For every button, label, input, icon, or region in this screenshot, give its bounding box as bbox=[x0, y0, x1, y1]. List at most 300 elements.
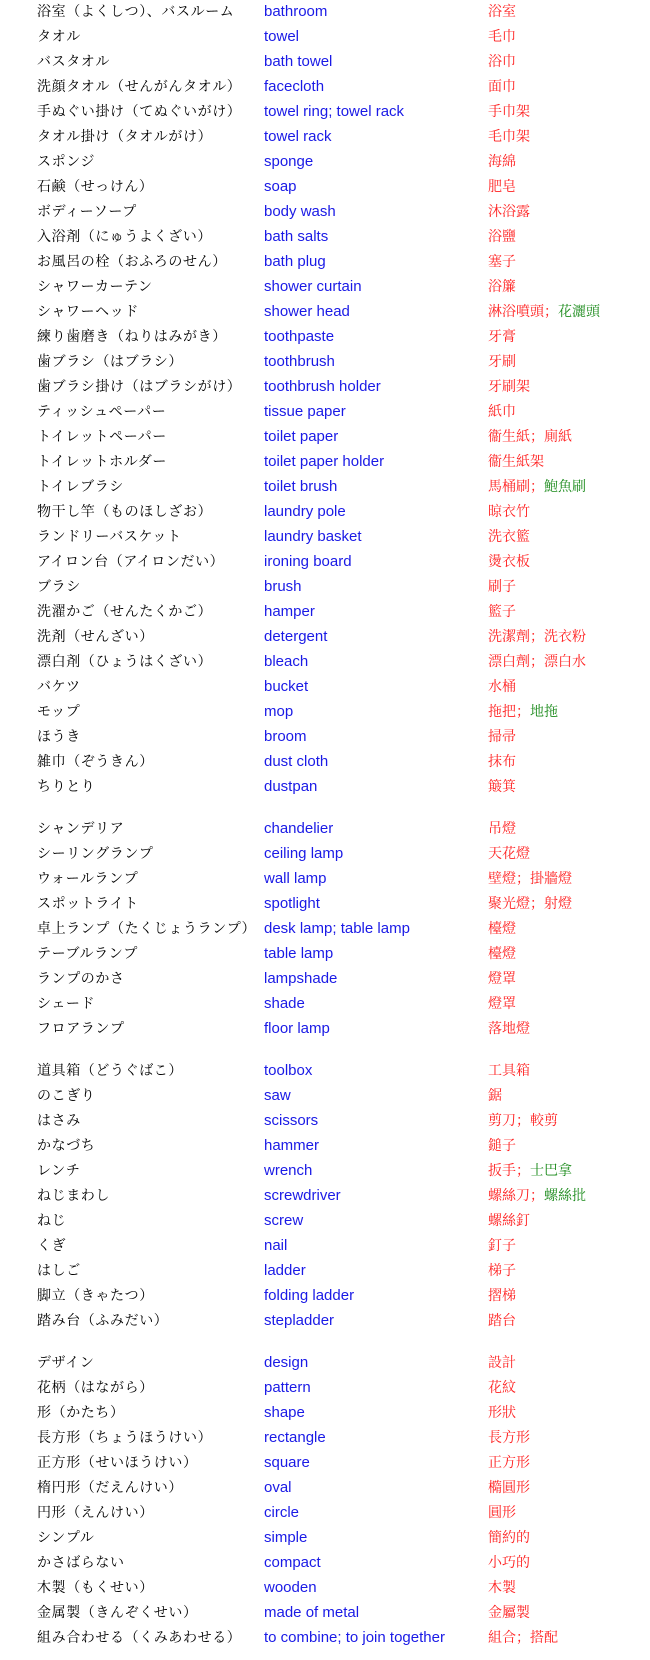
chinese-term bbox=[488, 1353, 516, 1373]
japanese-term: 歯ブラシ掛け（はブラシがけ） bbox=[37, 379, 242, 395]
japanese-term: のこぎり bbox=[37, 1088, 96, 1104]
chinese-term bbox=[488, 777, 516, 797]
english-term: design bbox=[264, 1354, 309, 1371]
vocab-row bbox=[0, 1259, 650, 1284]
vocab-row bbox=[0, 1159, 650, 1184]
japanese-term: ねじ bbox=[37, 1213, 67, 1229]
vocab-row bbox=[0, 450, 650, 475]
chinese-term-primary: 牙刷架 bbox=[488, 379, 530, 395]
english-term: wooden bbox=[264, 1579, 317, 1596]
english-term: sponge bbox=[264, 153, 314, 170]
japanese-term: フロアランプ bbox=[37, 1021, 125, 1037]
vocab-row bbox=[0, 25, 650, 50]
japanese-term: ランドリーバスケット bbox=[37, 529, 182, 545]
chinese-term bbox=[488, 252, 516, 272]
chinese-term-primary: 長方形 bbox=[488, 1430, 530, 1446]
vocab-row bbox=[0, 425, 650, 450]
chinese-term bbox=[488, 152, 516, 172]
vocab-row bbox=[0, 1601, 650, 1626]
japanese-term: 木製（もくせい） bbox=[37, 1580, 154, 1596]
japanese-term: 正方形（せいほうけい） bbox=[37, 1455, 198, 1471]
chinese-term-primary: 花紋 bbox=[488, 1380, 516, 1396]
english-term: screwdriver bbox=[264, 1187, 341, 1204]
vocab-row bbox=[0, 575, 650, 600]
chinese-term-primary: 正方形 bbox=[488, 1455, 530, 1471]
vocab-row bbox=[0, 917, 650, 942]
chinese-term-primary: 衞生紙；廁紙 bbox=[488, 429, 572, 445]
japanese-term: 卓上ランプ（たくじょうランプ） bbox=[37, 921, 257, 937]
vocab-row bbox=[0, 1284, 650, 1309]
vocab-row bbox=[0, 50, 650, 75]
chinese-term-primary: 鋸 bbox=[488, 1088, 502, 1104]
japanese-term: 金属製（きんぞくせい） bbox=[37, 1605, 198, 1621]
japanese-term: バケツ bbox=[37, 679, 81, 695]
english-term: soap bbox=[264, 178, 297, 195]
english-term: hammer bbox=[264, 1137, 320, 1154]
english-term: square bbox=[264, 1454, 310, 1471]
japanese-term: シェード bbox=[37, 996, 96, 1012]
chinese-term-primary: 塞子 bbox=[488, 254, 516, 270]
chinese-term bbox=[488, 1086, 502, 1106]
english-term: lampshade bbox=[264, 970, 338, 987]
chinese-term-primary: 檯燈 bbox=[488, 946, 516, 962]
vocab-row bbox=[0, 1134, 650, 1159]
chinese-term-primary: 刷子 bbox=[488, 579, 516, 595]
vocab-row bbox=[0, 842, 650, 867]
english-term: toolbox bbox=[264, 1062, 313, 1079]
japanese-term: シャワーカーテン bbox=[37, 279, 153, 295]
vocab-row bbox=[0, 867, 650, 892]
japanese-term: 漂白剤（ひょうはくざい） bbox=[37, 654, 213, 670]
chinese-term-primary: 檯燈 bbox=[488, 921, 516, 937]
chinese-term bbox=[488, 1428, 530, 1448]
chinese-term-primary: 設計 bbox=[488, 1355, 516, 1371]
chinese-term-primary: 漂白劑；漂白水 bbox=[488, 654, 586, 670]
vocab-row bbox=[0, 175, 650, 200]
english-term: laundry basket bbox=[264, 528, 362, 545]
group-spacer bbox=[0, 800, 650, 817]
english-term: circle bbox=[264, 1504, 300, 1521]
chinese-term-primary: 釘子 bbox=[488, 1238, 516, 1254]
chinese-term bbox=[488, 402, 516, 422]
japanese-term: ティッシュペーパー bbox=[37, 404, 167, 420]
japanese-term: ちりとり bbox=[37, 779, 96, 795]
chinese-term-primary: 晾衣竹 bbox=[488, 504, 530, 520]
japanese-term: ウォールランプ bbox=[37, 871, 139, 887]
vocab-row bbox=[0, 600, 650, 625]
chinese-term-primary: 浴室 bbox=[488, 4, 516, 20]
japanese-term: 石鹸（せっけん） bbox=[37, 179, 154, 195]
chinese-term bbox=[488, 177, 516, 197]
chinese-term bbox=[488, 919, 516, 939]
chinese-term-primary: 浴簾 bbox=[488, 279, 516, 295]
chinese-term-primary: 浴鹽 bbox=[488, 229, 516, 245]
chinese-term-primary: 毛巾架 bbox=[488, 129, 530, 145]
vocab-row bbox=[0, 992, 650, 1017]
vocab-row bbox=[0, 1059, 650, 1084]
chinese-term-primary: 落地燈 bbox=[488, 1021, 530, 1037]
vocab-row bbox=[0, 1476, 650, 1501]
chinese-term bbox=[488, 819, 516, 839]
english-term: bucket bbox=[264, 678, 309, 695]
japanese-term: シーリングランプ bbox=[37, 846, 154, 862]
chinese-term-primary: 手巾架 bbox=[488, 104, 530, 120]
group-spacer bbox=[0, 1334, 650, 1351]
chinese-term bbox=[488, 477, 586, 497]
chinese-term bbox=[488, 894, 572, 914]
english-term: shower head bbox=[264, 303, 350, 320]
english-term: pattern bbox=[264, 1379, 311, 1396]
english-term: tissue paper bbox=[264, 403, 346, 420]
vocab-row bbox=[0, 325, 650, 350]
chinese-term bbox=[488, 377, 530, 397]
chinese-term bbox=[488, 2, 516, 22]
chinese-term-primary: 天花燈 bbox=[488, 846, 530, 862]
chinese-term bbox=[488, 1236, 516, 1256]
chinese-term-primary: 簸箕 bbox=[488, 779, 516, 795]
vocab-row bbox=[0, 550, 650, 575]
japanese-term: 楕円形（だえんけい） bbox=[37, 1480, 183, 1496]
vocab-row bbox=[0, 725, 650, 750]
chinese-term bbox=[488, 1061, 530, 1081]
chinese-term bbox=[488, 52, 516, 72]
chinese-term-primary: 簡約的 bbox=[488, 1530, 530, 1546]
english-term: bathroom bbox=[264, 3, 328, 20]
vocab-row bbox=[0, 1526, 650, 1551]
chinese-term bbox=[488, 1186, 586, 1206]
chinese-term bbox=[488, 502, 530, 522]
english-term: bath plug bbox=[264, 253, 326, 270]
vocab-group bbox=[0, 817, 650, 1042]
english-term: toothbrush holder bbox=[264, 378, 381, 395]
chinese-term-primary: 沐浴露 bbox=[488, 204, 530, 220]
japanese-term: ねじまわし bbox=[37, 1188, 110, 1204]
vocab-row bbox=[0, 1501, 650, 1526]
chinese-term-primary: 梯子 bbox=[488, 1263, 516, 1279]
chinese-term-colloquial: 花灑頭 bbox=[558, 304, 600, 320]
japanese-term: テーブルランプ bbox=[37, 946, 138, 962]
japanese-term: タオル掛け（タオルがけ） bbox=[37, 129, 213, 145]
chinese-term bbox=[488, 1261, 516, 1281]
japanese-term: かなづち bbox=[37, 1138, 96, 1154]
english-term: shape bbox=[264, 1404, 305, 1421]
japanese-term: くぎ bbox=[37, 1238, 67, 1254]
chinese-term-primary: 形狀 bbox=[488, 1405, 516, 1421]
vocab-row bbox=[0, 375, 650, 400]
japanese-term: トイレットペーパー bbox=[37, 429, 167, 445]
english-term: spotlight bbox=[264, 895, 320, 912]
vocab-row bbox=[0, 817, 650, 842]
chinese-term-primary: 螺絲刀； bbox=[488, 1188, 544, 1204]
chinese-term bbox=[488, 577, 516, 597]
japanese-term: 長方形（ちょうほうけい） bbox=[37, 1430, 213, 1446]
vocab-row bbox=[0, 1084, 650, 1109]
english-term: body wash bbox=[264, 203, 336, 220]
chinese-term-primary: 海綿 bbox=[488, 154, 516, 170]
japanese-term: 脚立（きゃたつ） bbox=[37, 1288, 154, 1304]
japanese-term: 組み合わせる（くみあわせる） bbox=[37, 1630, 242, 1646]
vocab-row bbox=[0, 75, 650, 100]
japanese-term: 洗濯かご（せんたくかご） bbox=[37, 604, 213, 620]
japanese-term: シャンデリア bbox=[37, 821, 125, 837]
english-term: shade bbox=[264, 995, 305, 1012]
chinese-term-primary: 木製 bbox=[488, 1580, 516, 1596]
japanese-term: 歯ブラシ（はブラシ） bbox=[37, 354, 183, 370]
english-term: nail bbox=[264, 1237, 288, 1254]
chinese-term-primary: 摺梯 bbox=[488, 1288, 516, 1304]
japanese-term: はしご bbox=[37, 1263, 81, 1279]
chinese-term bbox=[488, 1311, 516, 1331]
english-term: laundry pole bbox=[264, 503, 346, 520]
vocab-row bbox=[0, 150, 650, 175]
chinese-term bbox=[488, 602, 516, 622]
chinese-term bbox=[488, 1628, 558, 1648]
vocab-row bbox=[0, 125, 650, 150]
english-term: shower curtain bbox=[264, 278, 362, 295]
english-term: desk lamp; table lamp bbox=[264, 920, 410, 937]
vocab-row bbox=[0, 675, 650, 700]
vocab-row bbox=[0, 967, 650, 992]
japanese-term: ボディーソープ bbox=[37, 204, 137, 220]
chinese-term bbox=[488, 277, 516, 297]
english-term: towel bbox=[264, 28, 300, 45]
chinese-term bbox=[488, 227, 516, 247]
chinese-term bbox=[488, 1286, 516, 1306]
chinese-term bbox=[488, 1019, 530, 1039]
chinese-term bbox=[488, 1478, 530, 1498]
english-term: compact bbox=[264, 1554, 321, 1571]
english-term: oval bbox=[264, 1479, 292, 1496]
english-term: ladder bbox=[264, 1262, 306, 1279]
japanese-term: 花柄（はながら） bbox=[37, 1380, 154, 1396]
chinese-term bbox=[488, 1211, 530, 1231]
chinese-term bbox=[488, 627, 586, 647]
chinese-term bbox=[488, 677, 516, 697]
chinese-term bbox=[488, 1111, 558, 1131]
vocab-row bbox=[0, 300, 650, 325]
vocab-group bbox=[0, 1059, 650, 1334]
chinese-term-primary: 洗衣籃 bbox=[488, 529, 530, 545]
vocab-row bbox=[0, 1401, 650, 1426]
english-term: toilet brush bbox=[264, 478, 338, 495]
chinese-term bbox=[488, 1161, 572, 1181]
chinese-term-primary: 燈罩 bbox=[488, 996, 516, 1012]
japanese-term: 洗剤（せんざい） bbox=[37, 629, 154, 645]
chinese-term-primary: 工具箱 bbox=[488, 1063, 530, 1079]
chinese-term-primary: 馬桶刷； bbox=[488, 479, 544, 495]
japanese-term: タオル bbox=[37, 29, 81, 45]
english-term: brush bbox=[264, 578, 302, 595]
chinese-term-primary: 組合；搭配 bbox=[488, 1630, 558, 1646]
chinese-term-primary: 橢圓形 bbox=[488, 1480, 530, 1496]
english-term: wrench bbox=[264, 1162, 313, 1179]
english-term: saw bbox=[264, 1087, 291, 1104]
vocab-row bbox=[0, 1109, 650, 1134]
chinese-term bbox=[488, 702, 558, 722]
english-term: toilet paper bbox=[264, 428, 339, 445]
vocab-row bbox=[0, 350, 650, 375]
japanese-term: ブラシ bbox=[37, 579, 81, 595]
japanese-term: アイロン台（アイロンだい） bbox=[37, 554, 225, 570]
chinese-term bbox=[488, 994, 516, 1014]
chinese-term bbox=[488, 1528, 530, 1548]
vocab-row bbox=[0, 1017, 650, 1042]
chinese-term-primary: 淋浴噴頭； bbox=[488, 304, 558, 320]
chinese-term-primary: 螺絲釘 bbox=[488, 1213, 530, 1229]
chinese-term-primary: 肥皂 bbox=[488, 179, 516, 195]
english-term: toothbrush bbox=[264, 353, 335, 370]
japanese-term: はさみ bbox=[37, 1113, 81, 1129]
vocab-row bbox=[0, 942, 650, 967]
japanese-term: 雑巾（ぞうきん） bbox=[37, 754, 154, 770]
japanese-term: スポンジ bbox=[37, 154, 96, 170]
english-term: towel rack bbox=[264, 128, 332, 145]
japanese-term: スポットライト bbox=[37, 896, 139, 912]
vocab-row bbox=[0, 200, 650, 225]
vocab-row bbox=[0, 775, 650, 800]
english-term: stepladder bbox=[264, 1312, 335, 1329]
vocab-row bbox=[0, 475, 650, 500]
vocab-row bbox=[0, 500, 650, 525]
english-term: chandelier bbox=[264, 820, 334, 837]
chinese-term-primary: 洗潔劑；洗衣粉 bbox=[488, 629, 586, 645]
japanese-term: お風呂の栓（おふろのせん） bbox=[37, 254, 227, 270]
chinese-term bbox=[488, 1453, 530, 1473]
chinese-term bbox=[488, 77, 516, 97]
japanese-term: 踏み台（ふみだい） bbox=[37, 1313, 169, 1329]
chinese-term bbox=[488, 752, 516, 772]
vocab-row bbox=[0, 250, 650, 275]
chinese-term-primary: 衞生紙架 bbox=[488, 454, 544, 470]
english-term: rectangle bbox=[264, 1429, 326, 1446]
chinese-term-primary: 吊燈 bbox=[488, 821, 516, 837]
vocab-row bbox=[0, 650, 650, 675]
japanese-term: トイレブラシ bbox=[37, 479, 124, 495]
chinese-term bbox=[488, 552, 530, 572]
chinese-term-primary: 金屬製 bbox=[488, 1605, 530, 1621]
english-term: mop bbox=[264, 703, 294, 720]
japanese-term: 練り歯磨き（ねりはみがき） bbox=[37, 329, 227, 345]
english-term: broom bbox=[264, 728, 307, 745]
japanese-term: 形（かたち） bbox=[37, 1405, 125, 1421]
chinese-term bbox=[488, 1403, 516, 1423]
chinese-term bbox=[488, 427, 572, 447]
vocab-row bbox=[0, 1576, 650, 1601]
japanese-term: 物干し竿（ものほしざお） bbox=[37, 504, 213, 520]
vocab-group bbox=[0, 0, 650, 800]
vocab-row bbox=[0, 1551, 650, 1576]
chinese-term bbox=[488, 727, 516, 747]
vocab-row bbox=[0, 1451, 650, 1476]
chinese-term-primary: 面巾 bbox=[488, 79, 516, 95]
vocab-row bbox=[0, 100, 650, 125]
english-term: dustpan bbox=[264, 778, 318, 795]
english-term: bath salts bbox=[264, 228, 329, 245]
chinese-term-primary: 牙膏 bbox=[488, 329, 516, 345]
japanese-term: トイレットホルダー bbox=[37, 454, 167, 470]
english-term: made of metal bbox=[264, 1604, 360, 1621]
vocab-row bbox=[0, 1426, 650, 1451]
japanese-term: 浴室（よくしつ）、バスルーム bbox=[37, 4, 235, 20]
chinese-term bbox=[488, 102, 530, 122]
japanese-term: ランプのかさ bbox=[37, 971, 125, 987]
chinese-term-primary: 燈罩 bbox=[488, 971, 516, 987]
chinese-term-primary: 掃帚 bbox=[488, 729, 516, 745]
chinese-term-primary: 燙衣板 bbox=[488, 554, 530, 570]
chinese-term-primary: 牙刷 bbox=[488, 354, 516, 370]
chinese-term-primary: 水桶 bbox=[488, 679, 516, 695]
chinese-term-primary: 抹布 bbox=[488, 754, 516, 770]
chinese-term bbox=[488, 1503, 516, 1523]
chinese-term bbox=[488, 944, 516, 964]
english-term: table lamp bbox=[264, 945, 334, 962]
chinese-term bbox=[488, 652, 586, 672]
japanese-term: かさばらない bbox=[37, 1555, 125, 1571]
chinese-term-primary: 聚光燈；射燈 bbox=[488, 896, 572, 912]
chinese-term bbox=[488, 869, 572, 889]
vocab-row bbox=[0, 1376, 650, 1401]
english-term: ironing board bbox=[264, 553, 352, 570]
chinese-term bbox=[488, 1578, 516, 1598]
english-term: folding ladder bbox=[264, 1287, 355, 1304]
japanese-term: 洗顔タオル（せんがんタオル） bbox=[37, 79, 242, 95]
english-term: towel ring; towel rack bbox=[264, 103, 405, 120]
chinese-term-colloquial: 士巴拿 bbox=[530, 1163, 572, 1179]
vocab-row bbox=[0, 1626, 650, 1651]
japanese-term: ほうき bbox=[37, 729, 81, 745]
english-term: facecloth bbox=[264, 78, 325, 95]
chinese-term-primary: 紙巾 bbox=[488, 404, 516, 420]
chinese-term bbox=[488, 127, 530, 147]
japanese-term: デザイン bbox=[37, 1355, 95, 1371]
english-term: wall lamp bbox=[264, 870, 327, 887]
japanese-term: 入浴剤（にゅうよくざい） bbox=[37, 229, 212, 245]
vocab-row bbox=[0, 0, 650, 25]
chinese-term bbox=[488, 1378, 516, 1398]
japanese-term: 道具箱（どうぐばこ） bbox=[37, 1063, 183, 1079]
chinese-term bbox=[488, 844, 530, 864]
vocab-row bbox=[0, 525, 650, 550]
english-term: detergent bbox=[264, 628, 328, 645]
vocab-row bbox=[0, 750, 650, 775]
english-term: screw bbox=[264, 1212, 304, 1229]
chinese-term-primary: 踏台 bbox=[488, 1313, 516, 1329]
english-term: hamper bbox=[264, 603, 315, 620]
japanese-term: バスタオル bbox=[37, 54, 110, 70]
vocab-row bbox=[0, 625, 650, 650]
chinese-term bbox=[488, 202, 530, 222]
vocab-group bbox=[0, 1351, 650, 1651]
chinese-term-primary: 扳手； bbox=[488, 1163, 530, 1179]
chinese-term-primary: 剪刀；較剪 bbox=[488, 1113, 558, 1129]
chinese-term bbox=[488, 1136, 516, 1156]
chinese-term-primary: 浴巾 bbox=[488, 54, 516, 70]
english-term: simple bbox=[264, 1529, 308, 1546]
chinese-term-colloquial: 螺絲批 bbox=[544, 1188, 586, 1204]
english-term: to combine; to join together bbox=[264, 1629, 445, 1646]
chinese-term-primary: 圓形 bbox=[488, 1505, 516, 1521]
japanese-term: 手ぬぐい掛け（てぬぐいがけ） bbox=[37, 104, 242, 120]
english-term: floor lamp bbox=[264, 1020, 330, 1037]
japanese-term: シャワーヘッド bbox=[37, 304, 139, 320]
vocab-row bbox=[0, 225, 650, 250]
chinese-term bbox=[488, 527, 530, 547]
chinese-term bbox=[488, 27, 516, 47]
vocab-row bbox=[0, 400, 650, 425]
vocab-row bbox=[0, 1209, 650, 1234]
chinese-term-primary: 毛巾 bbox=[488, 29, 516, 45]
vocab-row bbox=[0, 275, 650, 300]
